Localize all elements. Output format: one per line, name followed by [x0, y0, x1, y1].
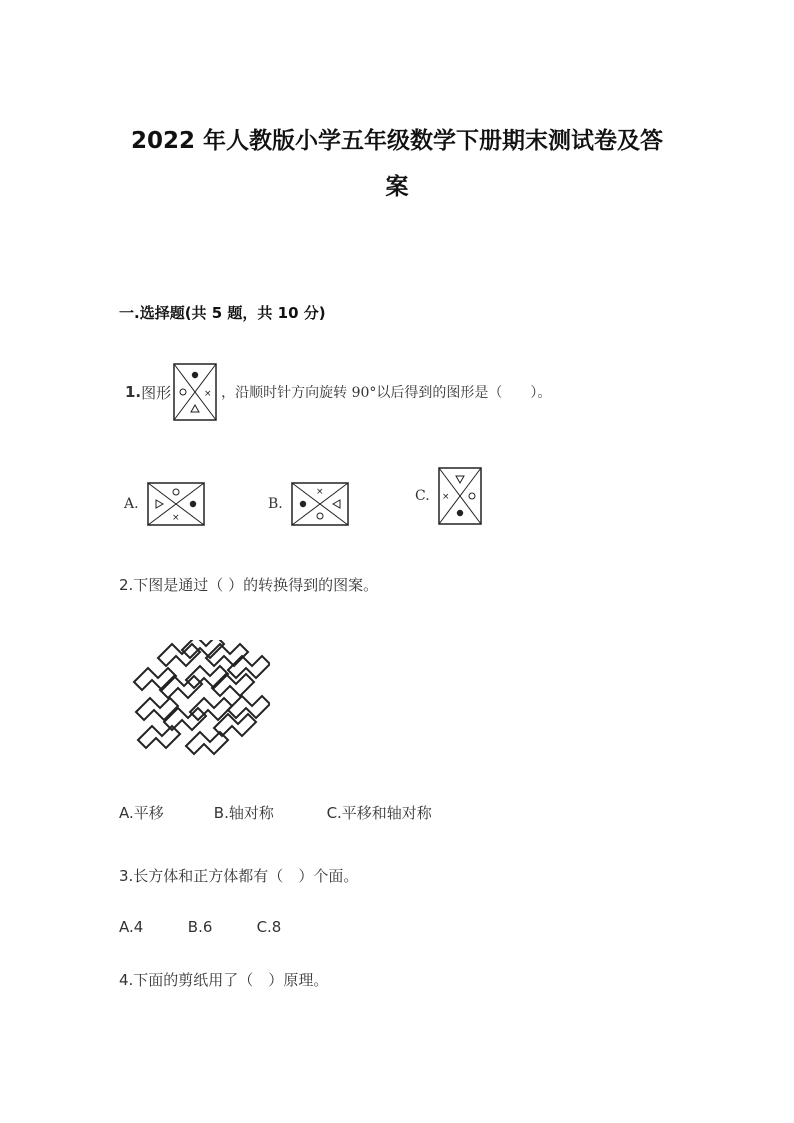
q3-option-c[interactable]: C.8 [256, 918, 282, 936]
option-c-figure [438, 467, 482, 525]
option-c[interactable] [415, 467, 482, 525]
question-2-text: 2.下图是通过（ ）的转换得到的图案。 [119, 576, 379, 594]
option-a-label: A. [124, 496, 139, 512]
option-b-label: B. [268, 496, 283, 512]
question-1-text: ，沿顺时针方向旋转 90°以后得到的图形是（ ）。 [221, 385, 552, 401]
question-3-text: 3.长方体和正方体都有（ ）个面。 [119, 867, 359, 885]
q2-option-b[interactable]: B.轴对称 [213, 804, 274, 822]
document-title [100, 118, 694, 210]
question-3-options [119, 918, 281, 936]
title-line-1: 2022 年人教版小学五年级数学下册期末测试卷及答 [130, 128, 664, 154]
question-1-prefix: 图形 [141, 383, 172, 402]
svg-text:×: × [315, 487, 324, 497]
svg-text:×: × [171, 513, 180, 523]
section-heading: 一.选择题(共 5 题，共 10 分) [119, 304, 326, 322]
tiling-pattern-image [128, 640, 270, 756]
q3-option-a[interactable]: A.4 [119, 918, 144, 936]
question-1-number: 1. [125, 383, 142, 401]
option-c-label: C. [415, 488, 430, 504]
option-b[interactable] [268, 482, 349, 526]
question-1 [119, 362, 551, 422]
question-2-options [119, 802, 432, 823]
title-line-2: 案 [385, 174, 409, 200]
option-a-figure [147, 482, 205, 526]
question-4-text: 4.下面的剪纸用了（ ）原理。 [119, 971, 329, 989]
q3-option-b[interactable]: B.6 [187, 918, 213, 936]
q2-option-c[interactable]: C.平移和轴对称 [326, 804, 432, 822]
option-a[interactable] [124, 482, 205, 526]
svg-text:×: × [441, 492, 450, 502]
svg-text:×: × [204, 389, 212, 399]
original-figure-image [173, 363, 217, 421]
q2-option-a[interactable]: A.平移 [119, 804, 164, 822]
option-b-figure [291, 482, 349, 526]
